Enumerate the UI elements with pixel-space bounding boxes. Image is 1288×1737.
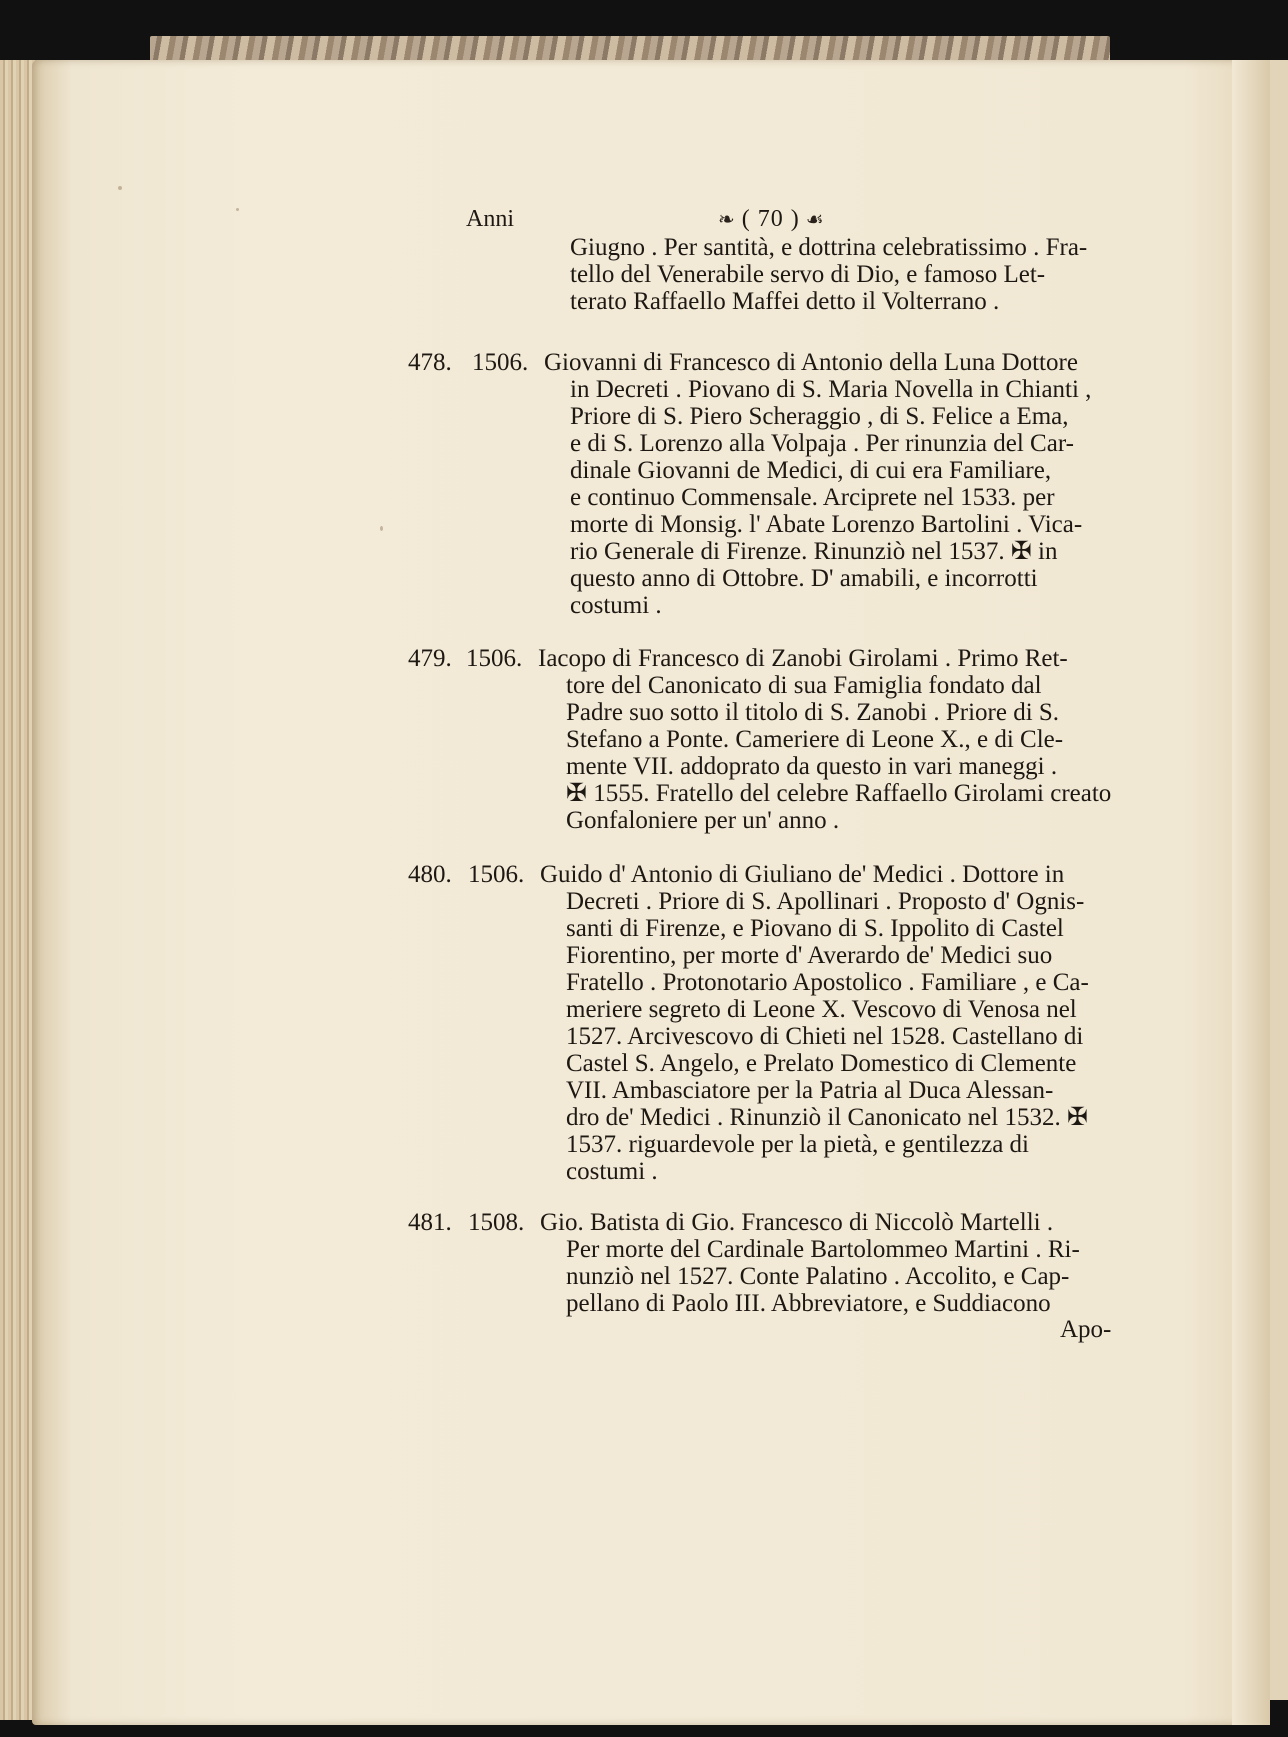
entry-line: rio Generale di Firenze. Rinunziò nel 1537. ✠ in xyxy=(570,538,1058,565)
page-header xyxy=(712,206,831,233)
entry-line: Decreti . Priore di S. Apollinari . Proposto d' Ognis- xyxy=(566,888,1085,915)
page-number: ( 70 ) xyxy=(741,206,800,232)
foxing-spot xyxy=(236,208,239,211)
catchword: Apo- xyxy=(1060,1316,1112,1343)
entry-line: ✠ 1555. Fratello del celebre Raffaello Girolami creato xyxy=(566,780,1112,807)
entry-line: Iacopo di Francesco di Zanobi Girolami . Primo Ret- xyxy=(538,645,1068,672)
entry-line: questo anno di Ottobre. D' amabili, e incorrotti xyxy=(570,565,1038,592)
intro-line: Giugno . Per santità, e dottrina celebratissimo . Fra- xyxy=(570,234,1088,261)
entry-line: pellano di Paolo III. Abbreviatore, e Suddiacono xyxy=(566,1290,1051,1317)
entry-line: Gio. Batista di Gio. Francesco di Niccolò Martelli . xyxy=(540,1209,1054,1236)
entry-line: Guido d' Antonio di Giuliano de' Medici . Dottore in xyxy=(540,861,1065,888)
entry-year: 1506. xyxy=(466,645,523,672)
entry-line: morte di Monsig. l' Abate Lorenzo Bartolini . Vica- xyxy=(570,511,1083,538)
entry-line: e continuo Commensale. Arciprete nel 1533. per xyxy=(570,484,1055,511)
entry-line: Fratello . Protonotario Apostolico . Familiare , e Ca- xyxy=(566,969,1089,996)
foxing-spot xyxy=(380,526,383,531)
entry-line: 1537. riguardevole per la pietà, e gentilezza di xyxy=(566,1131,1029,1158)
entry-line: Gonfaloniere per un' anno . xyxy=(566,807,840,834)
entry-line: in Decreti . Piovano di S. Maria Novella in Chianti , xyxy=(570,376,1092,403)
entry-line: Per morte del Cardinale Bartolommeo Martini . Ri- xyxy=(566,1236,1080,1263)
entry-line: Giovanni di Francesco di Antonio della Luna Dottore xyxy=(544,349,1078,376)
intro-line: terato Raffaello Maffei detto il Volterrano . xyxy=(570,288,1000,315)
entry-year: 1508. xyxy=(468,1209,525,1236)
entry-line: e di S. Lorenzo alla Volpaja . Per rinunzia del Car- xyxy=(570,430,1074,457)
entry-number: 481. xyxy=(408,1209,452,1236)
entry-line: VII. Ambasciatore per la Patria al Duca Alessan- xyxy=(566,1077,1054,1104)
header-side-label: Anni xyxy=(466,206,514,232)
entry-line: Stefano a Ponte. Cameriere di Leone X., e di Cle- xyxy=(566,726,1064,753)
foxing-spot xyxy=(118,186,122,190)
entry-line: tore del Canonicato di sua Famiglia fondato dal xyxy=(566,672,1042,699)
entry-number: 478. xyxy=(408,349,452,376)
page-text xyxy=(32,60,1270,1725)
intro-line: tello del Venerabile servo di Dio, e famoso Let- xyxy=(570,261,1046,288)
entry-line: costumi . xyxy=(566,1158,658,1185)
entry-line: Priore di S. Piero Scheraggio , di S. Felice a Ema, xyxy=(570,403,1069,430)
entry-line: 1527. Arcivescovo di Chieti nel 1528. Castellano di xyxy=(566,1023,1084,1050)
entry-number: 479. xyxy=(408,645,452,672)
left-ornament-icon: ❧ xyxy=(718,209,736,231)
entry-line: nunziò nel 1527. Conte Palatino . Accolito, e Cap- xyxy=(566,1263,1070,1290)
entry-line: Padre suo sotto il titolo di S. Zanobi . Priore di S. xyxy=(566,699,1060,726)
entry-line: meriere segreto di Leone X. Vescovo di Venosa nel xyxy=(566,996,1077,1023)
next-leaf-edge xyxy=(1270,60,1288,1700)
entry-line: santi di Firenze, e Piovano di S. Ippolito di Castel xyxy=(566,915,1064,942)
entry-line: Fiorentino, per morte d' Averardo de' Medici suo xyxy=(566,942,1053,969)
entry-line: dinale Giovanni de Medici, di cui era Familiare, xyxy=(570,457,1052,484)
right-ornament-icon: ☙ xyxy=(805,209,825,231)
entry-line: mente VII. addoprato da questo in vari maneggi . xyxy=(566,753,1058,780)
entry-line: Castel S. Angelo, e Prelato Domestico di Clemente xyxy=(566,1050,1077,1077)
entry-line: costumi . xyxy=(570,592,662,619)
entry-year: 1506. xyxy=(472,349,529,376)
entry-number: 480. xyxy=(408,861,452,888)
book-page xyxy=(32,60,1270,1725)
entry-year: 1506. xyxy=(468,861,525,888)
entry-line: dro de' Medici . Rinunziò il Canonicato nel 1532. ✠ xyxy=(566,1104,1088,1131)
